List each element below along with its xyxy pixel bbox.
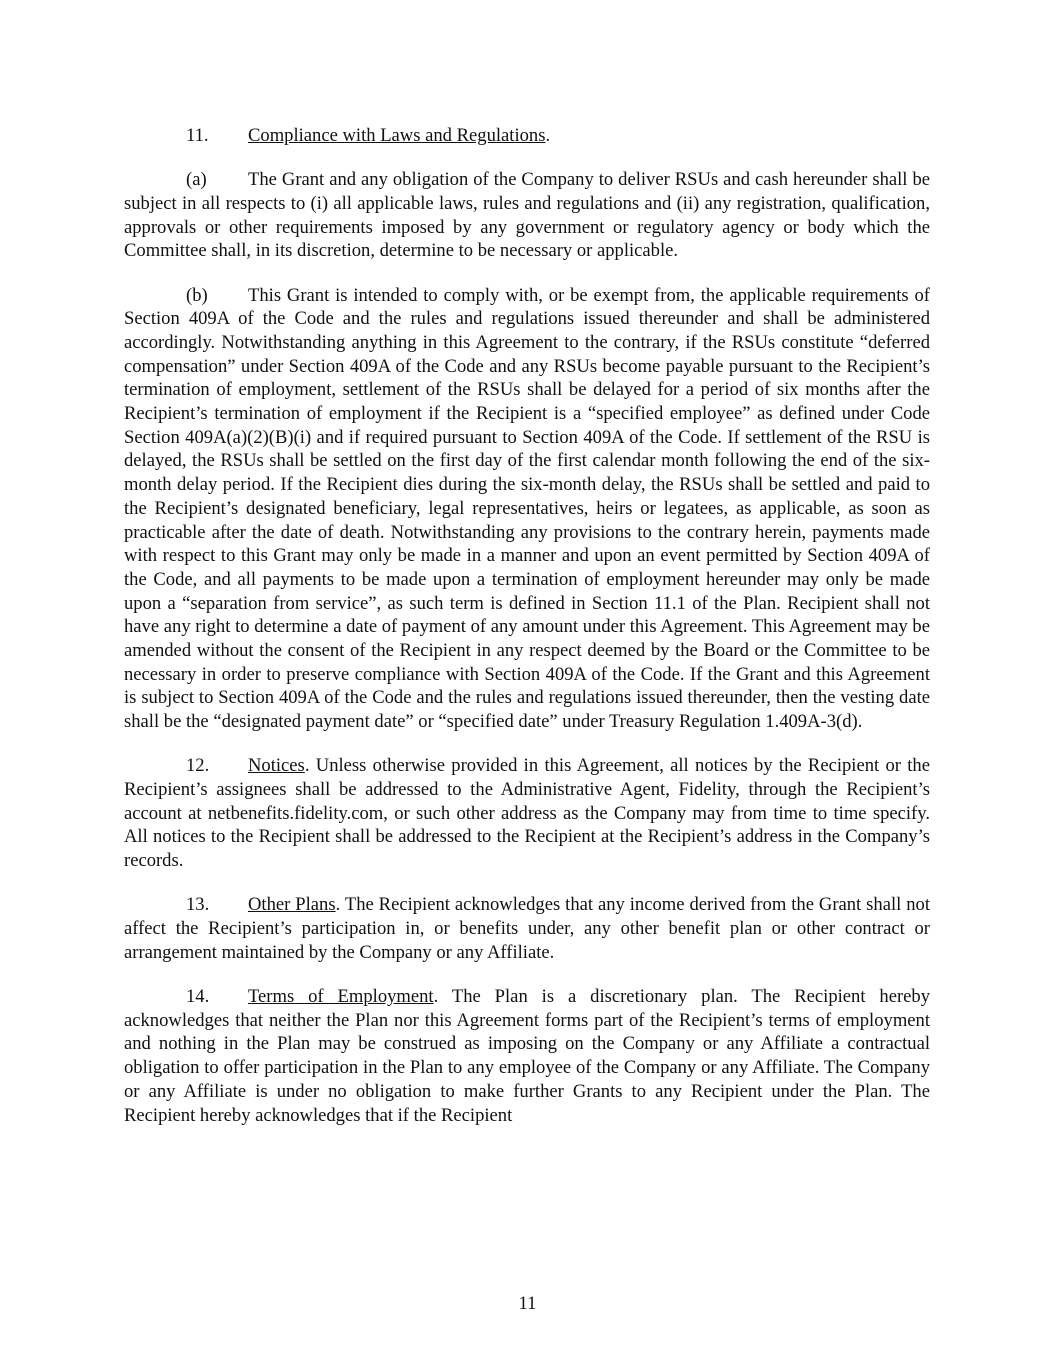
section-11b-paragraph (124, 284, 930, 734)
section-11a-paragraph (124, 168, 930, 263)
section-number: 11. (186, 125, 209, 146)
section-14-paragraph (124, 985, 930, 1127)
section-number: 14. (186, 986, 210, 1007)
page-number: 11 (518, 1293, 537, 1314)
section-number: 12. (186, 755, 210, 777)
section-13-paragraph (124, 893, 930, 964)
section-heading-suffix: . (545, 125, 551, 146)
document-page (124, 124, 930, 1148)
paragraph-text: . Unless otherwise provided in this Agreement, all notices by the Recipient or the Recipient’s assignees shall be addressed to the Administrative Agent, Fidelity, through the Recipient’s account at netbenefits.fidelity.com, or such other address as the Company may from time to time specify. All notices to the Recipient shall be addressed to the Recipient at the Recipient’s address in the Company’s records. (124, 755, 930, 872)
paragraph-text: . The Plan is a discretionary plan. The Recipient hereby acknowledges that neither the Plan nor this Agreement forms part of the Recipient’s terms of employment and nothing in the Plan may be construed as imposing on the Company or any Affiliate a contractual obligation to offer participation in the Plan to any employee of the Company or any Affiliate. The Company or any Affiliate is under no obligation to make further Grants to any Recipient under the Plan. The Recipient hereby acknowledges that if the Recipient (124, 986, 931, 1126)
section-12-paragraph (124, 754, 930, 873)
section-heading: Terms of Employment (248, 986, 434, 1007)
subsection-number: (a) (186, 169, 207, 191)
section-heading: Notices (248, 755, 305, 777)
section-heading: Other Plans (248, 894, 336, 916)
section-number: 13. (186, 894, 210, 916)
section-11-heading-paragraph (124, 124, 930, 148)
section-heading: Compliance with Laws and Regulations (248, 125, 546, 146)
paragraph-text: This Grant is intended to comply with, or be exempt from, the applicable requirements of Section 409A of the Code and the rules and regulations issued thereunder and shall be administered accordingly. Notwithstanding anything in this Agreement to the contrary, if the RSUs constitute “deferred compensation” under Section 409A of the Code and any RSUs become payable pursuant to the Recipient’s termination of employment, settlement of the RSUs shall be delayed for a period of six months after the Recipient’s termination of employment if the Recipient is a “specified employee” as defined under Code Section 409A(a)(2)(B)(i) and if required pursuant to Section 409A of the Code. If settlement of the RSU is delayed, the RSUs shall be settled on the first day of the first calendar month following the end of the six-month delay period. If the Recipient dies during the six-month delay, the RSUs shall be settled and paid to the Recipient’s designated beneficiary, legal representatives, heirs or legatees, as applicable, as soon as practicable after the date of death. Notwithstanding any provisions to the contrary herein, payments made with respect to this Grant may only be made in a manner and upon an event permitted by Section 409A of the Code, and all payments to be made upon a termination of employment hereunder may only be made upon a “separation from service”, as such term is defined in Section 11.1 of the Plan. Recipient shall not have any right to determine a date of payment of any amount under this Agreement. This Agreement may be amended without the consent of the Recipient in any respect deemed by the Board or the Committee to be necessary in order to preserve compliance with Section 409A of the Code. If the Grant and this Agreement is subject to Section 409A of the Code and the rules and regulations issued thereunder, then the vesting date shall be the “designated payment date” or “specified date” under Treasury Regulation 1.409A-3(d). (124, 284, 930, 733)
subsection-number: (b) (186, 284, 208, 306)
paragraph-text: . The Recipient acknowledges that any income derived from the Grant shall not affect the Recipient’s participation in, or benefits under, any other benefit plan or other contract or arrangement maintained by the Company or any Affiliate. (124, 894, 930, 963)
paragraph-text: The Grant and any obligation of the Company to deliver RSUs and cash hereunder shall be subject in all respects to (i) all applicable laws, rules and regulations and (ii) any registration, qualification, approvals or other requirements imposed by any government or regulatory agency or body which the Committee shall, in its discretion, determine to be necessary or applicable. (124, 169, 930, 262)
